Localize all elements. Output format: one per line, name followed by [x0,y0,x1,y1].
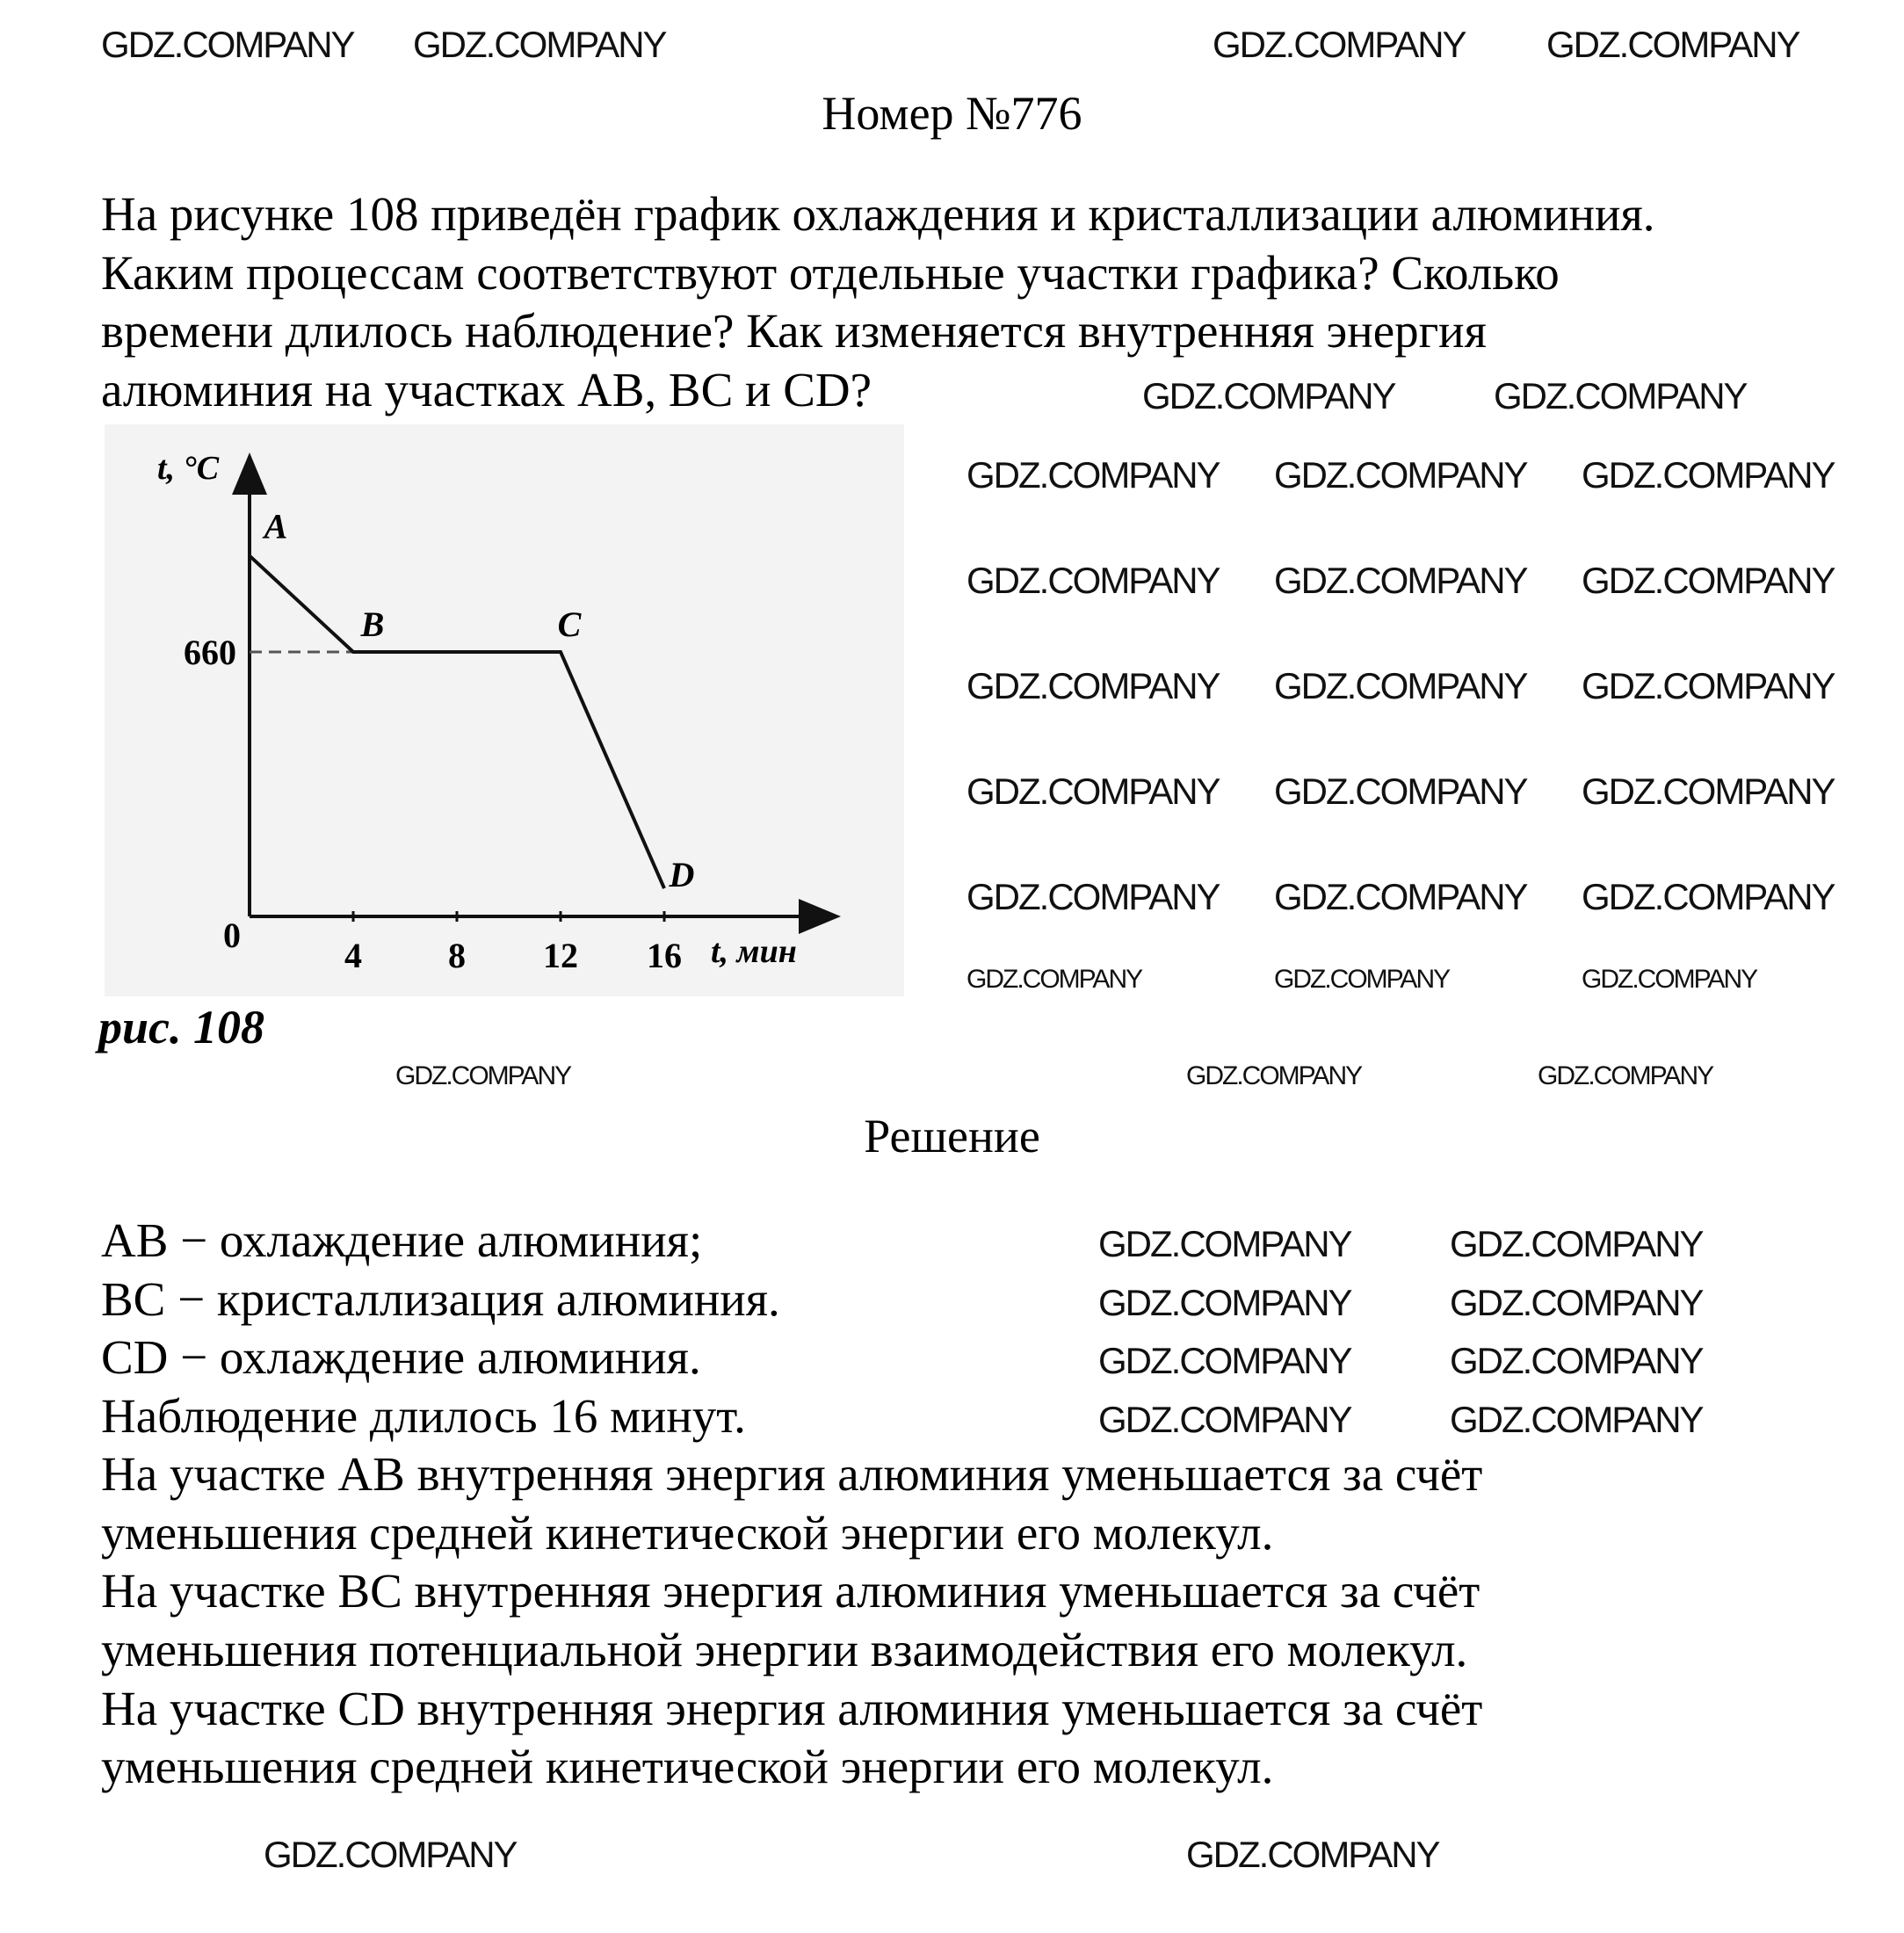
watermark: GDZ.COMPANY [1450,1223,1703,1264]
solution-line: На участке BC внутренняя энергия алюминия уменьшается за счёт [101,1564,1480,1618]
watermark: GDZ.COMPANY [1546,24,1799,65]
watermark: GDZ.COMPANY [1494,375,1747,416]
question-line: Каким процессам соответствуют отдельные участки графика? Сколько [101,246,1560,300]
x-axis-label: t, мин [711,933,797,970]
watermark: GDZ.COMPANY [1582,454,1835,496]
y-tick-label: 660 [184,633,236,672]
page-title: Номер №776 [822,87,1082,140]
cooling-curve [250,556,664,889]
x-tick-label: 16 [647,936,682,975]
figure-caption: рис. 108 [98,1001,264,1053]
watermark: GDZ.COMPANY [1582,560,1835,601]
x-tick-label: 12 [543,936,578,975]
x-tick-label: 8 [448,936,466,975]
watermark: GDZ.COMPANY [1098,1399,1351,1440]
watermark: GDZ.COMPANY [1274,454,1527,496]
figure-cooling-graph [105,424,904,996]
solution-line: На участке CD внутренняя энергия алюминия уменьшается за счёт [101,1682,1483,1735]
watermark: GDZ.COMPANY [1582,771,1835,812]
watermark: GDZ.COMPANY [1098,1223,1351,1264]
question-line: алюминия на участках AB, BC и CD? [101,363,872,416]
watermark: GDZ.COMPANY [1274,876,1527,917]
watermark: GDZ.COMPANY [395,1061,571,1090]
watermark: GDZ.COMPANY [1450,1399,1703,1440]
y-axis-label: t, °C [157,450,220,487]
watermark: GDZ.COMPANY [1450,1340,1703,1381]
watermark: GDZ.COMPANY [1186,1061,1362,1090]
solution-line: уменьшения средней кинетической энергии его молекул. [101,1740,1274,1793]
solution-line: Наблюдение длилось 16 минут. [101,1389,746,1443]
watermark: GDZ.COMPANY [966,560,1220,601]
point-label-a: A [264,506,288,547]
watermark: GDZ.COMPANY [264,1834,517,1875]
watermark: GDZ.COMPANY [1274,560,1527,601]
watermark: GDZ.COMPANY [1274,965,1450,994]
point-label-d: D [669,855,695,895]
point-label-c: C [557,605,582,644]
x-tick-label: 4 [344,936,362,975]
solution-line: уменьшения потенциальной энергии взаимодействия его молекул. [101,1623,1468,1676]
watermark: GDZ.COMPANY [1098,1340,1351,1381]
question-line: На рисунке 108 приведён график охлаждения и кристаллизации алюминия. [101,187,1655,241]
solution-line: CD − охлаждение алюминия. [101,1330,701,1384]
solution-title: Решение [864,1110,1040,1162]
watermark: GDZ.COMPANY [1142,375,1395,416]
watermark: GDZ.COMPANY [1450,1282,1703,1323]
watermark: GDZ.COMPANY [101,24,354,65]
watermark: GDZ.COMPANY [966,665,1220,706]
watermark: GDZ.COMPANY [1582,665,1835,706]
watermark: GDZ.COMPANY [966,965,1142,994]
watermark: GDZ.COMPANY [966,454,1220,496]
solution-line: На участке AB внутренняя энергия алюминия уменьшается за счёт [101,1447,1483,1501]
watermark: GDZ.COMPANY [1274,665,1527,706]
watermark: GDZ.COMPANY [1098,1282,1351,1323]
watermark: GDZ.COMPANY [1582,965,1757,994]
watermark: GDZ.COMPANY [1582,876,1835,917]
x-tick-label: 0 [223,916,241,955]
watermark: GDZ.COMPANY [1274,771,1527,812]
watermark: GDZ.COMPANY [966,771,1220,812]
question-line: времени длилось наблюдение? Как изменяется внутренняя энергия [101,304,1487,358]
point-label-b: B [360,605,385,644]
solution-line: уменьшения средней кинетической энергии его молекул. [101,1506,1274,1560]
watermark: GDZ.COMPANY [1186,1834,1439,1875]
solution-line: BC − кристаллизация алюминия. [101,1272,780,1326]
chart [105,424,904,996]
watermark: GDZ.COMPANY [413,24,666,65]
watermark: GDZ.COMPANY [1213,24,1466,65]
watermark: GDZ.COMPANY [1538,1061,1713,1090]
solution-line: AB − охлаждение алюминия; [101,1213,703,1267]
watermark: GDZ.COMPANY [966,876,1220,917]
